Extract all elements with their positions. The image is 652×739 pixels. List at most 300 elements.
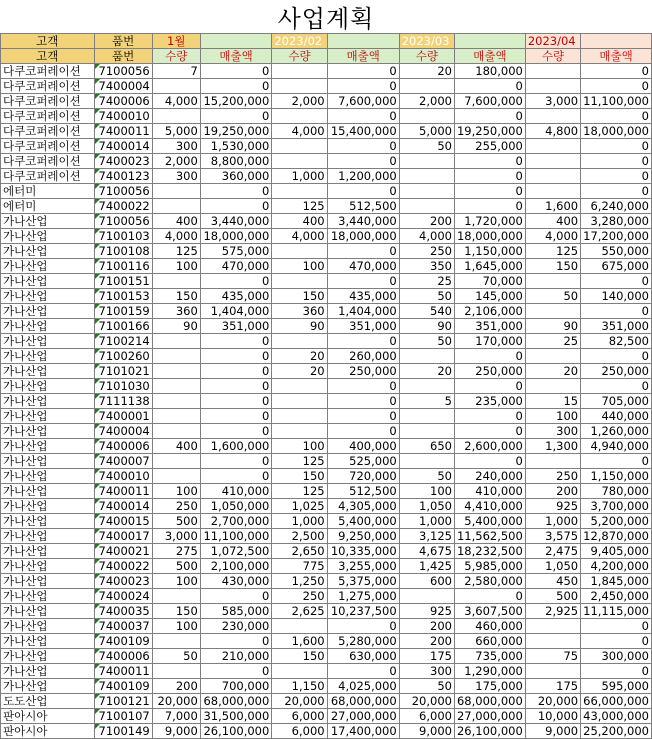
cell-item[interactable] bbox=[94, 379, 152, 394]
cell-sales-jan[interactable]: 11,100,000 bbox=[200, 529, 272, 544]
cell-sales-jan[interactable]: 2,700,000 bbox=[200, 514, 272, 529]
cell-qty-mar[interactable]: 50 bbox=[399, 679, 454, 694]
cell-qty-apr[interactable]: 1,600 bbox=[525, 199, 580, 214]
cell-sales-apr[interactable]: 440,000 bbox=[581, 409, 652, 424]
cell-item[interactable] bbox=[94, 304, 152, 319]
cell-sales-mar[interactable]: 0 bbox=[454, 184, 525, 199]
cell-qty-apr[interactable]: 20 bbox=[525, 364, 580, 379]
cell-sales-jan[interactable]: 0 bbox=[200, 379, 272, 394]
cell-sales-jan[interactable]: 0 bbox=[200, 274, 272, 289]
cell-item[interactable] bbox=[94, 229, 152, 244]
cell-sales-mar[interactable]: 1,645,000 bbox=[454, 259, 525, 274]
cell-sales-jan[interactable]: 0 bbox=[200, 394, 272, 409]
header-month-apr-fill[interactable] bbox=[581, 34, 652, 49]
cell-sales-feb[interactable]: 9,250,000 bbox=[327, 529, 399, 544]
cell-qty-mar[interactable]: 540 bbox=[399, 304, 454, 319]
cell-sales-apr[interactable]: 705,000 bbox=[581, 394, 652, 409]
header-customer[interactable]: 고객 bbox=[1, 34, 95, 49]
cell-qty-mar[interactable] bbox=[399, 154, 454, 169]
cell-qty-apr[interactable]: 150 bbox=[525, 259, 580, 274]
cell-customer[interactable]: 가나산업 bbox=[1, 424, 95, 439]
header-customer-2[interactable]: 고객 bbox=[1, 49, 95, 64]
cell-sales-apr[interactable]: 780,000 bbox=[581, 484, 652, 499]
cell-qty-jan[interactable]: 150 bbox=[152, 289, 200, 304]
cell-sales-mar[interactable]: 1,150,000 bbox=[454, 244, 525, 259]
cell-sales-apr[interactable]: 0 bbox=[581, 619, 652, 634]
cell-item[interactable] bbox=[94, 109, 152, 124]
cell-customer[interactable]: 에터미 bbox=[1, 199, 95, 214]
cell-qty-feb[interactable]: 20 bbox=[272, 349, 327, 364]
cell-sales-feb[interactable]: 3,255,000 bbox=[327, 559, 399, 574]
cell-sales-jan[interactable]: 351,000 bbox=[200, 319, 272, 334]
cell-qty-apr[interactable] bbox=[525, 184, 580, 199]
cell-item[interactable] bbox=[94, 169, 152, 184]
cell-qty-jan[interactable]: 500 bbox=[152, 559, 200, 574]
cell-customer[interactable]: 가나산업 bbox=[1, 514, 95, 529]
cell-item[interactable] bbox=[94, 424, 152, 439]
cell-sales-apr[interactable]: 25,200,000 bbox=[581, 724, 652, 739]
cell-sales-mar[interactable]: 0 bbox=[454, 454, 525, 469]
cell-qty-apr[interactable] bbox=[525, 169, 580, 184]
cell-customer[interactable]: 가나산업 bbox=[1, 274, 95, 289]
cell-sales-feb[interactable]: 4,305,000 bbox=[327, 499, 399, 514]
cell-item[interactable] bbox=[94, 679, 152, 694]
cell-item[interactable] bbox=[94, 94, 152, 109]
cell-sales-feb[interactable]: 0 bbox=[327, 79, 399, 94]
cell-qty-mar[interactable]: 5 bbox=[399, 394, 454, 409]
cell-customer[interactable]: 가나산업 bbox=[1, 679, 95, 694]
cell-qty-jan[interactable]: 360 bbox=[152, 304, 200, 319]
cell-sales-jan[interactable]: 31,500,000 bbox=[200, 709, 272, 724]
cell-qty-mar[interactable]: 25 bbox=[399, 274, 454, 289]
cell-sales-mar[interactable]: 0 bbox=[454, 79, 525, 94]
cell-qty-mar[interactable] bbox=[399, 109, 454, 124]
cell-item[interactable] bbox=[94, 349, 152, 364]
cell-sales-feb[interactable]: 0 bbox=[327, 424, 399, 439]
cell-qty-jan[interactable]: 150 bbox=[152, 604, 200, 619]
cell-sales-apr[interactable]: 1,150,000 bbox=[581, 469, 652, 484]
cell-item[interactable] bbox=[94, 694, 152, 709]
cell-sales-apr[interactable]: 0 bbox=[581, 109, 652, 124]
cell-sales-feb[interactable]: 3,440,000 bbox=[327, 214, 399, 229]
cell-customer[interactable]: 가나산업 bbox=[1, 484, 95, 499]
cell-item[interactable] bbox=[94, 154, 152, 169]
cell-qty-apr[interactable]: 125 bbox=[525, 244, 580, 259]
cell-qty-apr[interactable]: 15 bbox=[525, 394, 580, 409]
cell-qty-jan[interactable] bbox=[152, 379, 200, 394]
cell-qty-apr[interactable]: 1,050 bbox=[525, 559, 580, 574]
cell-sales-jan[interactable]: 230,000 bbox=[200, 619, 272, 634]
cell-qty-mar[interactable]: 200 bbox=[399, 634, 454, 649]
cell-sales-feb[interactable]: 0 bbox=[327, 244, 399, 259]
cell-sales-feb[interactable]: 7,600,000 bbox=[327, 94, 399, 109]
cell-qty-mar[interactable]: 50 bbox=[399, 139, 454, 154]
cell-sales-feb[interactable]: 1,200,000 bbox=[327, 169, 399, 184]
cell-customer[interactable]: 가나산업 bbox=[1, 379, 95, 394]
cell-qty-feb[interactable] bbox=[272, 394, 327, 409]
cell-customer[interactable]: 다쿠코퍼레이션 bbox=[1, 139, 95, 154]
cell-customer[interactable]: 가나산업 bbox=[1, 244, 95, 259]
cell-qty-apr[interactable] bbox=[525, 619, 580, 634]
cell-qty-mar[interactable]: 4,675 bbox=[399, 544, 454, 559]
cell-qty-jan[interactable]: 9,000 bbox=[152, 724, 200, 739]
cell-sales-apr[interactable]: 11,100,000 bbox=[581, 94, 652, 109]
cell-sales-mar[interactable]: 5,400,000 bbox=[454, 514, 525, 529]
cell-item[interactable] bbox=[94, 394, 152, 409]
header-month-mar[interactable]: 2023/03 bbox=[399, 34, 454, 49]
cell-qty-mar[interactable] bbox=[399, 184, 454, 199]
cell-qty-feb[interactable] bbox=[272, 334, 327, 349]
cell-qty-mar[interactable]: 90 bbox=[399, 319, 454, 334]
cell-sales-jan[interactable]: 0 bbox=[200, 334, 272, 349]
cell-qty-apr[interactable]: 75 bbox=[525, 649, 580, 664]
cell-qty-feb[interactable] bbox=[272, 274, 327, 289]
cell-qty-jan[interactable] bbox=[152, 184, 200, 199]
cell-sales-feb[interactable]: 0 bbox=[327, 154, 399, 169]
cell-sales-feb[interactable]: 17,400,000 bbox=[327, 724, 399, 739]
cell-sales-apr[interactable]: 140,000 bbox=[581, 289, 652, 304]
cell-qty-jan[interactable] bbox=[152, 79, 200, 94]
cell-sales-jan[interactable]: 0 bbox=[200, 64, 272, 79]
cell-qty-mar[interactable]: 1,000 bbox=[399, 514, 454, 529]
cell-qty-feb[interactable]: 1,600 bbox=[272, 634, 327, 649]
cell-sales-mar[interactable]: 0 bbox=[454, 169, 525, 184]
cell-item[interactable] bbox=[94, 184, 152, 199]
cell-sales-feb[interactable]: 435,000 bbox=[327, 289, 399, 304]
cell-qty-feb[interactable]: 20,000 bbox=[272, 694, 327, 709]
cell-sales-feb[interactable]: 512,500 bbox=[327, 484, 399, 499]
cell-qty-mar[interactable] bbox=[399, 424, 454, 439]
cell-qty-feb[interactable]: 400 bbox=[272, 214, 327, 229]
cell-sales-apr[interactable]: 0 bbox=[581, 379, 652, 394]
cell-customer[interactable]: 가나산업 bbox=[1, 664, 95, 679]
header-month-jan[interactable]: 1월 bbox=[152, 34, 200, 49]
cell-qty-feb[interactable]: 1,000 bbox=[272, 514, 327, 529]
cell-customer[interactable]: 가나산업 bbox=[1, 499, 95, 514]
cell-qty-jan[interactable]: 100 bbox=[152, 574, 200, 589]
cell-sales-mar[interactable]: 735,000 bbox=[454, 649, 525, 664]
cell-customer[interactable]: 다쿠코퍼레이션 bbox=[1, 154, 95, 169]
cell-sales-apr[interactable]: 66,000,000 bbox=[581, 694, 652, 709]
cell-sales-mar[interactable]: 0 bbox=[454, 409, 525, 424]
cell-sales-feb[interactable]: 0 bbox=[327, 64, 399, 79]
header-month-feb[interactable]: 2023/02 bbox=[272, 34, 327, 49]
header-sales-feb[interactable]: 매출액 bbox=[327, 49, 399, 64]
cell-qty-jan[interactable] bbox=[152, 274, 200, 289]
cell-sales-mar[interactable]: 0 bbox=[454, 109, 525, 124]
cell-qty-feb[interactable]: 125 bbox=[272, 454, 327, 469]
cell-qty-mar[interactable] bbox=[399, 79, 454, 94]
cell-qty-jan[interactable]: 300 bbox=[152, 139, 200, 154]
cell-sales-apr[interactable]: 595,000 bbox=[581, 679, 652, 694]
cell-qty-jan[interactable]: 7,000 bbox=[152, 709, 200, 724]
cell-sales-mar[interactable]: 0 bbox=[454, 424, 525, 439]
cell-sales-feb[interactable]: 250,000 bbox=[327, 364, 399, 379]
cell-sales-jan[interactable]: 360,000 bbox=[200, 169, 272, 184]
cell-sales-feb[interactable]: 18,000,000 bbox=[327, 229, 399, 244]
cell-qty-apr[interactable]: 925 bbox=[525, 499, 580, 514]
cell-item[interactable] bbox=[94, 724, 152, 739]
cell-qty-feb[interactable]: 150 bbox=[272, 649, 327, 664]
cell-customer[interactable]: 가나산업 bbox=[1, 649, 95, 664]
cell-customer[interactable]: 가나산업 bbox=[1, 469, 95, 484]
cell-qty-mar[interactable]: 1,050 bbox=[399, 499, 454, 514]
cell-qty-jan[interactable] bbox=[152, 409, 200, 424]
cell-qty-apr[interactable]: 175 bbox=[525, 679, 580, 694]
cell-sales-feb[interactable]: 630,000 bbox=[327, 649, 399, 664]
cell-item[interactable] bbox=[94, 244, 152, 259]
header-qty-jan[interactable]: 수량 bbox=[152, 49, 200, 64]
cell-qty-apr[interactable]: 10,000 bbox=[525, 709, 580, 724]
cell-qty-feb[interactable]: 100 bbox=[272, 439, 327, 454]
cell-sales-feb[interactable]: 27,000,000 bbox=[327, 709, 399, 724]
cell-sales-apr[interactable]: 0 bbox=[581, 79, 652, 94]
cell-item[interactable] bbox=[94, 484, 152, 499]
cell-customer[interactable]: 가나산업 bbox=[1, 319, 95, 334]
cell-sales-apr[interactable]: 11,115,000 bbox=[581, 604, 652, 619]
header-item[interactable]: 품번 bbox=[94, 34, 152, 49]
cell-qty-feb[interactable]: 2,000 bbox=[272, 94, 327, 109]
cell-qty-feb[interactable] bbox=[272, 184, 327, 199]
cell-qty-mar[interactable] bbox=[399, 409, 454, 424]
cell-sales-mar[interactable]: 0 bbox=[454, 154, 525, 169]
cell-qty-feb[interactable] bbox=[272, 79, 327, 94]
cell-qty-mar[interactable]: 175 bbox=[399, 649, 454, 664]
cell-customer[interactable]: 가나산업 bbox=[1, 364, 95, 379]
cell-sales-jan[interactable]: 1,050,000 bbox=[200, 499, 272, 514]
cell-qty-jan[interactable]: 90 bbox=[152, 319, 200, 334]
cell-sales-feb[interactable]: 0 bbox=[327, 109, 399, 124]
cell-sales-mar[interactable]: 0 bbox=[454, 349, 525, 364]
cell-qty-apr[interactable] bbox=[525, 304, 580, 319]
cell-item[interactable] bbox=[94, 364, 152, 379]
cell-qty-jan[interactable] bbox=[152, 109, 200, 124]
cell-customer[interactable]: 다쿠코퍼레이션 bbox=[1, 124, 95, 139]
cell-qty-apr[interactable]: 250 bbox=[525, 469, 580, 484]
cell-qty-mar[interactable]: 350 bbox=[399, 259, 454, 274]
header-qty-apr[interactable]: 수량 bbox=[525, 49, 580, 64]
cell-qty-jan[interactable]: 3,000 bbox=[152, 529, 200, 544]
cell-item[interactable] bbox=[94, 439, 152, 454]
cell-qty-apr[interactable]: 4,000 bbox=[525, 229, 580, 244]
cell-sales-feb[interactable]: 0 bbox=[327, 334, 399, 349]
cell-sales-mar[interactable]: 235,000 bbox=[454, 394, 525, 409]
cell-sales-jan[interactable]: 3,440,000 bbox=[200, 214, 272, 229]
cell-sales-apr[interactable]: 9,405,000 bbox=[581, 544, 652, 559]
cell-qty-jan[interactable] bbox=[152, 454, 200, 469]
cell-sales-apr[interactable]: 0 bbox=[581, 184, 652, 199]
cell-item[interactable] bbox=[94, 214, 152, 229]
cell-sales-feb[interactable]: 15,400,000 bbox=[327, 124, 399, 139]
cell-sales-feb[interactable]: 0 bbox=[327, 379, 399, 394]
cell-qty-apr[interactable]: 1,300 bbox=[525, 439, 580, 454]
cell-qty-feb[interactable]: 775 bbox=[272, 559, 327, 574]
cell-qty-apr[interactable] bbox=[525, 349, 580, 364]
cell-item[interactable] bbox=[94, 649, 152, 664]
cell-qty-feb[interactable]: 90 bbox=[272, 319, 327, 334]
header-qty-feb[interactable]: 수량 bbox=[272, 49, 327, 64]
cell-qty-mar[interactable]: 6,000 bbox=[399, 709, 454, 724]
cell-sales-apr[interactable]: 2,450,000 bbox=[581, 589, 652, 604]
cell-sales-feb[interactable]: 0 bbox=[327, 274, 399, 289]
cell-sales-feb[interactable]: 351,000 bbox=[327, 319, 399, 334]
cell-qty-apr[interactable]: 400 bbox=[525, 214, 580, 229]
header-sales-jan[interactable]: 매출액 bbox=[200, 49, 272, 64]
cell-sales-mar[interactable]: 7,600,000 bbox=[454, 94, 525, 109]
cell-sales-feb[interactable]: 1,275,000 bbox=[327, 589, 399, 604]
cell-item[interactable] bbox=[94, 514, 152, 529]
cell-qty-apr[interactable]: 200 bbox=[525, 484, 580, 499]
cell-qty-feb[interactable]: 1,150 bbox=[272, 679, 327, 694]
cell-sales-feb[interactable]: 10,335,000 bbox=[327, 544, 399, 559]
header-qty-mar[interactable]: 수량 bbox=[399, 49, 454, 64]
cell-qty-jan[interactable] bbox=[152, 199, 200, 214]
cell-qty-apr[interactable]: 500 bbox=[525, 589, 580, 604]
cell-qty-mar[interactable] bbox=[399, 589, 454, 604]
cell-sales-mar[interactable]: 180,000 bbox=[454, 64, 525, 79]
cell-qty-apr[interactable]: 300 bbox=[525, 424, 580, 439]
cell-item[interactable] bbox=[94, 499, 152, 514]
cell-sales-mar[interactable]: 3,607,500 bbox=[454, 604, 525, 619]
cell-qty-apr[interactable]: 90 bbox=[525, 319, 580, 334]
cell-customer[interactable]: 다쿠코퍼레이션 bbox=[1, 79, 95, 94]
cell-sales-feb[interactable]: 5,280,000 bbox=[327, 634, 399, 649]
cell-customer[interactable]: 판아시아 bbox=[1, 709, 95, 724]
cell-sales-jan[interactable]: 1,404,000 bbox=[200, 304, 272, 319]
cell-qty-apr[interactable]: 450 bbox=[525, 574, 580, 589]
cell-qty-mar[interactable]: 20 bbox=[399, 64, 454, 79]
cell-qty-feb[interactable]: 150 bbox=[272, 469, 327, 484]
cell-qty-jan[interactable]: 400 bbox=[152, 214, 200, 229]
cell-sales-jan[interactable]: 0 bbox=[200, 469, 272, 484]
cell-item[interactable] bbox=[94, 454, 152, 469]
cell-sales-mar[interactable]: 0 bbox=[454, 589, 525, 604]
cell-sales-feb[interactable]: 0 bbox=[327, 139, 399, 154]
cell-qty-jan[interactable]: 2,000 bbox=[152, 154, 200, 169]
cell-sales-apr[interactable]: 43,000,000 bbox=[581, 709, 652, 724]
cell-item[interactable] bbox=[94, 79, 152, 94]
cell-sales-apr[interactable]: 250,000 bbox=[581, 364, 652, 379]
cell-sales-jan[interactable]: 0 bbox=[200, 349, 272, 364]
cell-item[interactable] bbox=[94, 199, 152, 214]
cell-sales-jan[interactable]: 8,800,000 bbox=[200, 154, 272, 169]
cell-qty-feb[interactable]: 1,025 bbox=[272, 499, 327, 514]
cell-item[interactable] bbox=[94, 634, 152, 649]
cell-qty-mar[interactable] bbox=[399, 454, 454, 469]
cell-qty-apr[interactable]: 4,800 bbox=[525, 124, 580, 139]
header-sales-mar[interactable]: 매출액 bbox=[454, 49, 525, 64]
cell-qty-apr[interactable] bbox=[525, 379, 580, 394]
cell-item[interactable] bbox=[94, 289, 152, 304]
cell-sales-apr[interactable]: 4,940,000 bbox=[581, 439, 652, 454]
header-month-mar-fill[interactable] bbox=[454, 34, 525, 49]
cell-sales-apr[interactable]: 675,000 bbox=[581, 259, 652, 274]
cell-item[interactable] bbox=[94, 409, 152, 424]
cell-qty-apr[interactable] bbox=[525, 454, 580, 469]
cell-item[interactable] bbox=[94, 64, 152, 79]
cell-sales-mar[interactable]: 0 bbox=[454, 199, 525, 214]
cell-qty-jan[interactable]: 400 bbox=[152, 439, 200, 454]
cell-sales-jan[interactable]: 0 bbox=[200, 364, 272, 379]
cell-item[interactable] bbox=[94, 559, 152, 574]
cell-sales-mar[interactable]: 1,290,000 bbox=[454, 664, 525, 679]
cell-sales-jan[interactable]: 1,530,000 bbox=[200, 139, 272, 154]
cell-sales-mar[interactable]: 18,232,500 bbox=[454, 544, 525, 559]
cell-sales-jan[interactable]: 19,250,000 bbox=[200, 124, 272, 139]
cell-sales-mar[interactable]: 240,000 bbox=[454, 469, 525, 484]
cell-qty-feb[interactable]: 4,000 bbox=[272, 229, 327, 244]
cell-qty-mar[interactable]: 9,000 bbox=[399, 724, 454, 739]
cell-sales-mar[interactable]: 18,000,000 bbox=[454, 229, 525, 244]
cell-qty-mar[interactable]: 300 bbox=[399, 664, 454, 679]
cell-sales-apr[interactable]: 550,000 bbox=[581, 244, 652, 259]
cell-qty-feb[interactable]: 6,000 bbox=[272, 709, 327, 724]
cell-item[interactable] bbox=[94, 529, 152, 544]
cell-qty-mar[interactable]: 50 bbox=[399, 469, 454, 484]
cell-sales-mar[interactable]: 70,000 bbox=[454, 274, 525, 289]
cell-sales-feb[interactable]: 525,000 bbox=[327, 454, 399, 469]
cell-qty-jan[interactable]: 4,000 bbox=[152, 229, 200, 244]
cell-sales-feb[interactable]: 1,404,000 bbox=[327, 304, 399, 319]
cell-qty-apr[interactable] bbox=[525, 664, 580, 679]
cell-qty-apr[interactable] bbox=[525, 274, 580, 289]
cell-qty-mar[interactable]: 4,000 bbox=[399, 229, 454, 244]
cell-item[interactable] bbox=[94, 259, 152, 274]
cell-sales-mar[interactable]: 4,410,000 bbox=[454, 499, 525, 514]
cell-sales-feb[interactable]: 68,000,000 bbox=[327, 694, 399, 709]
cell-qty-apr[interactable] bbox=[525, 634, 580, 649]
cell-sales-apr[interactable]: 0 bbox=[581, 664, 652, 679]
cell-qty-feb[interactable] bbox=[272, 139, 327, 154]
cell-sales-jan[interactable]: 0 bbox=[200, 109, 272, 124]
cell-qty-feb[interactable]: 100 bbox=[272, 259, 327, 274]
cell-qty-apr[interactable]: 2,925 bbox=[525, 604, 580, 619]
cell-sales-jan[interactable]: 68,000,000 bbox=[200, 694, 272, 709]
cell-customer[interactable]: 가나산업 bbox=[1, 349, 95, 364]
cell-sales-apr[interactable]: 6,240,000 bbox=[581, 199, 652, 214]
cell-sales-feb[interactable]: 4,025,000 bbox=[327, 679, 399, 694]
cell-qty-jan[interactable]: 100 bbox=[152, 619, 200, 634]
cell-qty-apr[interactable] bbox=[525, 64, 580, 79]
cell-sales-apr[interactable]: 0 bbox=[581, 349, 652, 364]
cell-sales-feb[interactable]: 512,500 bbox=[327, 199, 399, 214]
cell-qty-mar[interactable]: 200 bbox=[399, 619, 454, 634]
cell-qty-feb[interactable]: 1,000 bbox=[272, 169, 327, 184]
cell-sales-mar[interactable]: 175,000 bbox=[454, 679, 525, 694]
cell-qty-jan[interactable] bbox=[152, 334, 200, 349]
cell-qty-feb[interactable]: 6,000 bbox=[272, 724, 327, 739]
cell-sales-mar[interactable]: 145,000 bbox=[454, 289, 525, 304]
cell-sales-jan[interactable]: 0 bbox=[200, 589, 272, 604]
cell-qty-mar[interactable]: 600 bbox=[399, 574, 454, 589]
cell-qty-feb[interactable]: 2,650 bbox=[272, 544, 327, 559]
cell-qty-jan[interactable] bbox=[152, 364, 200, 379]
cell-sales-mar[interactable]: 660,000 bbox=[454, 634, 525, 649]
cell-sales-mar[interactable]: 250,000 bbox=[454, 364, 525, 379]
cell-item[interactable] bbox=[94, 604, 152, 619]
cell-customer[interactable]: 가나산업 bbox=[1, 229, 95, 244]
cell-item[interactable] bbox=[94, 574, 152, 589]
cell-sales-mar[interactable]: 68,000,000 bbox=[454, 694, 525, 709]
cell-sales-jan[interactable]: 0 bbox=[200, 424, 272, 439]
cell-qty-jan[interactable] bbox=[152, 394, 200, 409]
cell-customer[interactable]: 판아시아 bbox=[1, 724, 95, 739]
cell-customer[interactable]: 가나산업 bbox=[1, 394, 95, 409]
cell-sales-apr[interactable]: 1,845,000 bbox=[581, 574, 652, 589]
cell-customer[interactable]: 가나산업 bbox=[1, 589, 95, 604]
cell-sales-apr[interactable]: 351,000 bbox=[581, 319, 652, 334]
cell-qty-jan[interactable]: 5,000 bbox=[152, 124, 200, 139]
